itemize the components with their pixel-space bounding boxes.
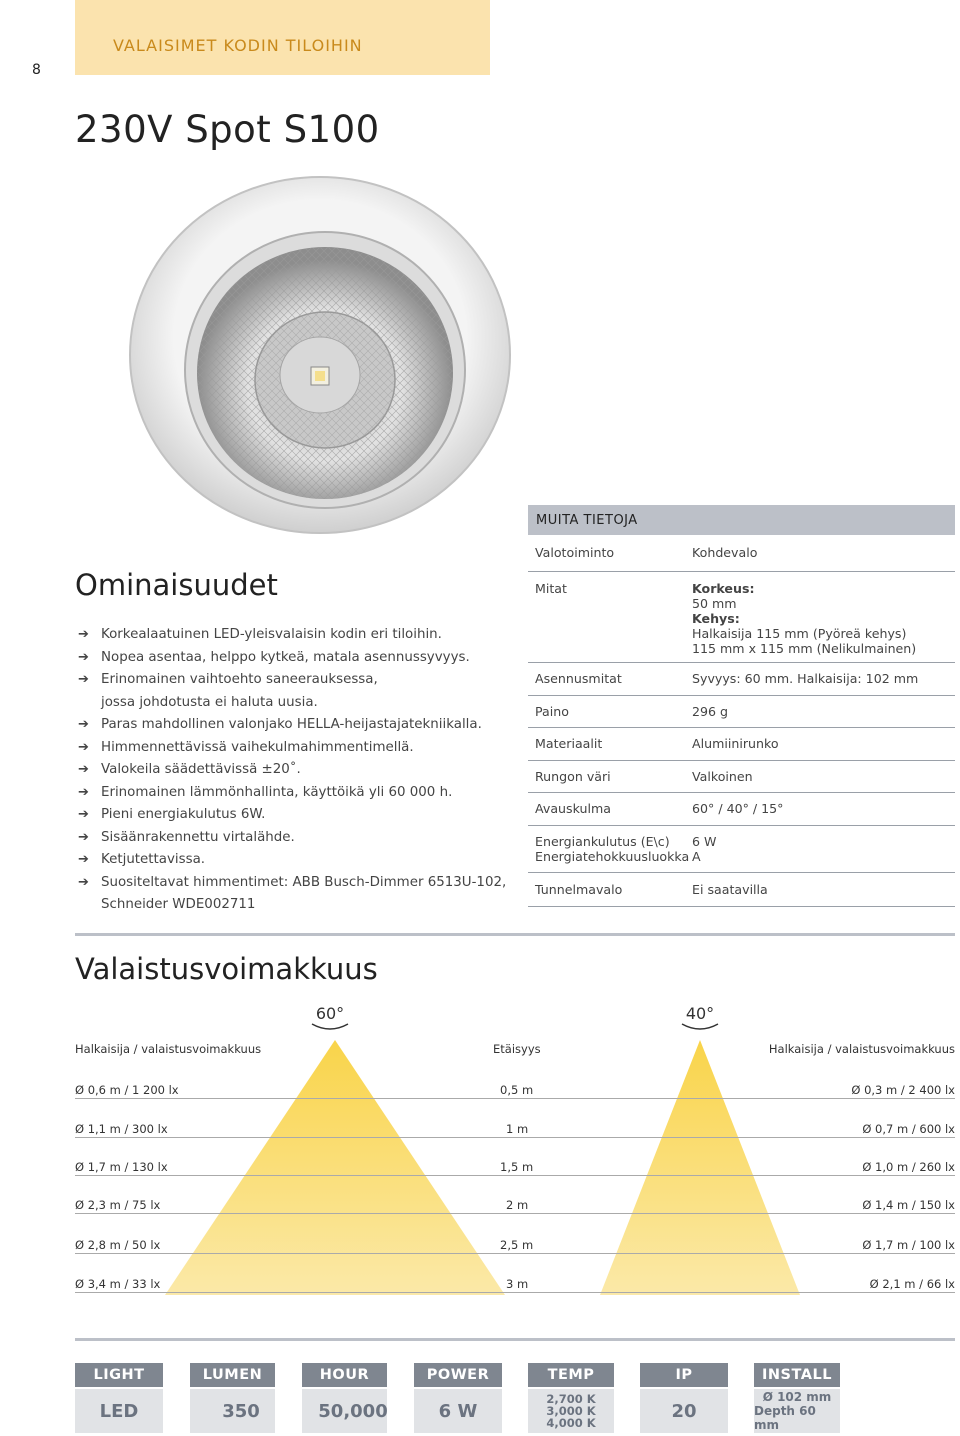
arrow-icon: ➔: [78, 627, 89, 642]
feature-item: ➔ Korkealaatuinen LED-yleisvalaisin kodin eri tiloihin.: [78, 624, 518, 647]
intensity-title: Valaistusvoimakkuus: [75, 952, 378, 986]
page-title: 230V Spot S100: [75, 108, 380, 151]
feature-item: ➔ Erinomainen lämmönhallinta, käyttöikä yli 60 000 h.: [78, 782, 518, 805]
beam-angle-60-label: 60°: [315, 1004, 345, 1023]
spec-row-materials: Materiaalit Alumiinirunko: [528, 728, 955, 761]
spec-icon-lumen: LUMEN 350: [190, 1363, 275, 1433]
feature-item: ➔ Sisäänrakennettu virtalähde.: [78, 827, 518, 850]
arrow-icon: ➔: [78, 784, 89, 800]
arrow-icon: ➔: [78, 672, 89, 687]
feature-item: ➔ Pieni energiakulutus 6W.: [78, 804, 518, 827]
row-right-value: Ø 1,4 m / 150 lx: [862, 1198, 955, 1212]
row-line: [75, 1098, 955, 1099]
feature-item: ➔ Paras mahdollinen valonjako HELLA-heijastajatekniikalla.: [78, 714, 518, 737]
feature-item: ➔ Himmennettävissä vaihekulmahimmentimellä.: [78, 737, 518, 760]
spec-icon-hour: HOUR 50,000: [302, 1363, 387, 1433]
row-line: [75, 1213, 955, 1214]
row-right-value: Ø 1,7 m / 100 lx: [862, 1238, 955, 1252]
spec-row-mood-light: Tunnelmavalo Ei saatavilla: [528, 873, 955, 907]
row-right-value: Ø 0,3 m / 2 400 lx: [851, 1083, 955, 1097]
row-line: [75, 1175, 955, 1176]
row-line: [75, 1137, 955, 1138]
features-title: Ominaisuudet: [75, 568, 278, 602]
row-right-value: Ø 2,1 m / 66 lx: [869, 1277, 955, 1291]
section-header: [75, 0, 490, 75]
specs-header: MUITA TIETOJA: [528, 505, 955, 535]
page-number: 8: [32, 62, 41, 78]
arrow-icon: ➔: [78, 649, 89, 665]
beam-angle-40-label: 40°: [685, 1004, 715, 1023]
row-line: [75, 1292, 955, 1293]
arrow-icon: ➔: [78, 762, 89, 777]
arrow-icon: ➔: [78, 874, 89, 890]
section-divider: [75, 1338, 955, 1341]
feature-item-continued: jossa johdotusta ei haluta uusia.: [101, 694, 318, 710]
row-distance: 2,5 m: [500, 1238, 534, 1252]
feature-item: ➔ Valokeila säädettävissä ±20˚.: [78, 759, 518, 782]
row-right-value: Ø 0,7 m / 600 lx: [862, 1122, 955, 1136]
column-head-left: Halkaisija / valaistusvoimakkuus: [75, 1042, 262, 1056]
spec-row-light-function: Valotoiminto Kohdevalo: [528, 535, 955, 572]
section-header-label: VALAISIMET KODIN TILOIHIN: [113, 36, 363, 55]
row-distance: 2 m: [506, 1198, 529, 1212]
beam-cone-60: [160, 1040, 510, 1300]
spec-icon-light: LIGHT LED: [75, 1363, 163, 1433]
row-left-value: Ø 2,8 m / 50 lx: [75, 1238, 161, 1252]
row-left-value: Ø 1,7 m / 130 lx: [75, 1160, 168, 1174]
beam-cone-40: [590, 1040, 810, 1300]
spec-row-energy: Energiankulutus (E\c) Energiatehokkuusluokka 6 W A: [528, 826, 955, 873]
row-line: [75, 1253, 955, 1254]
feature-item: ➔ Nopea asentaa, helppo kytkeä, matala asennussyvyys.: [78, 647, 518, 670]
row-distance: 3 m: [506, 1277, 529, 1291]
spec-icon-temp: TEMP 2,700 K 3,000 K 4,000 K: [528, 1363, 614, 1433]
spec-icon-ip: IP 20: [640, 1363, 728, 1433]
feature-item: ➔ Ketjutettavissa.: [78, 849, 518, 872]
feature-item-continued: Schneider WDE002711: [101, 897, 256, 912]
row-left-value: Ø 0,6 m / 1 200 lx: [75, 1083, 179, 1097]
feature-item: ➔ Suositeltavat himmentimet: ABB Busch-Dimmer 6513U-102,: [78, 872, 518, 895]
product-image: [120, 175, 520, 555]
spec-icon-install: INSTALL Ø 102 mm Depth 60 mm: [754, 1363, 840, 1433]
row-left-value: Ø 1,1 m / 300 lx: [75, 1122, 168, 1136]
feature-item: ➔ Erinomainen vaihtoehto saneerauksessa,: [78, 669, 518, 692]
spec-row-weight: Paino 296 g: [528, 696, 955, 728]
arrow-icon: ➔: [78, 829, 89, 845]
row-left-value: Ø 2,3 m / 75 lx: [75, 1198, 161, 1212]
spec-row-beam-angle: Avauskulma 60° / 40° / 15°: [528, 793, 955, 826]
row-right-value: Ø 1,0 m / 260 lx: [862, 1160, 955, 1174]
spec-row-install-dimensions: Asennusmitat Syvyys: 60 mm. Halkaisija: 102 mm: [528, 663, 955, 696]
arrow-icon: ➔: [78, 739, 89, 755]
beam-40-brace-icon: [680, 1022, 720, 1032]
column-head-right: Halkaisija / valaistusvoimakkuus: [768, 1042, 955, 1056]
features-list: [78, 624, 518, 917]
specs-table: [528, 505, 955, 907]
spec-row-dimensions: Mitat Korkeus: 50 mm Kehys: Halkaisija 115 mm (Pyöreä kehys) 115 mm x 115 mm (Nelikulmainen): [528, 572, 955, 663]
row-distance: 1,5 m: [500, 1160, 534, 1174]
arrow-icon: ➔: [78, 852, 89, 867]
spec-icon-power: POWER 6 W: [414, 1363, 502, 1433]
spec-row-body-color: Rungon väri Valkoinen: [528, 761, 955, 793]
arrow-icon: ➔: [78, 807, 89, 822]
row-left-value: Ø 3,4 m / 33 lx: [75, 1277, 161, 1291]
section-divider: [75, 933, 955, 936]
arrow-icon: ➔: [78, 717, 89, 732]
beam-60-brace-icon: [310, 1022, 350, 1032]
column-head-distance: Etäisyys: [493, 1042, 541, 1056]
row-distance: 0,5 m: [500, 1083, 534, 1097]
row-distance: 1 m: [506, 1122, 529, 1136]
